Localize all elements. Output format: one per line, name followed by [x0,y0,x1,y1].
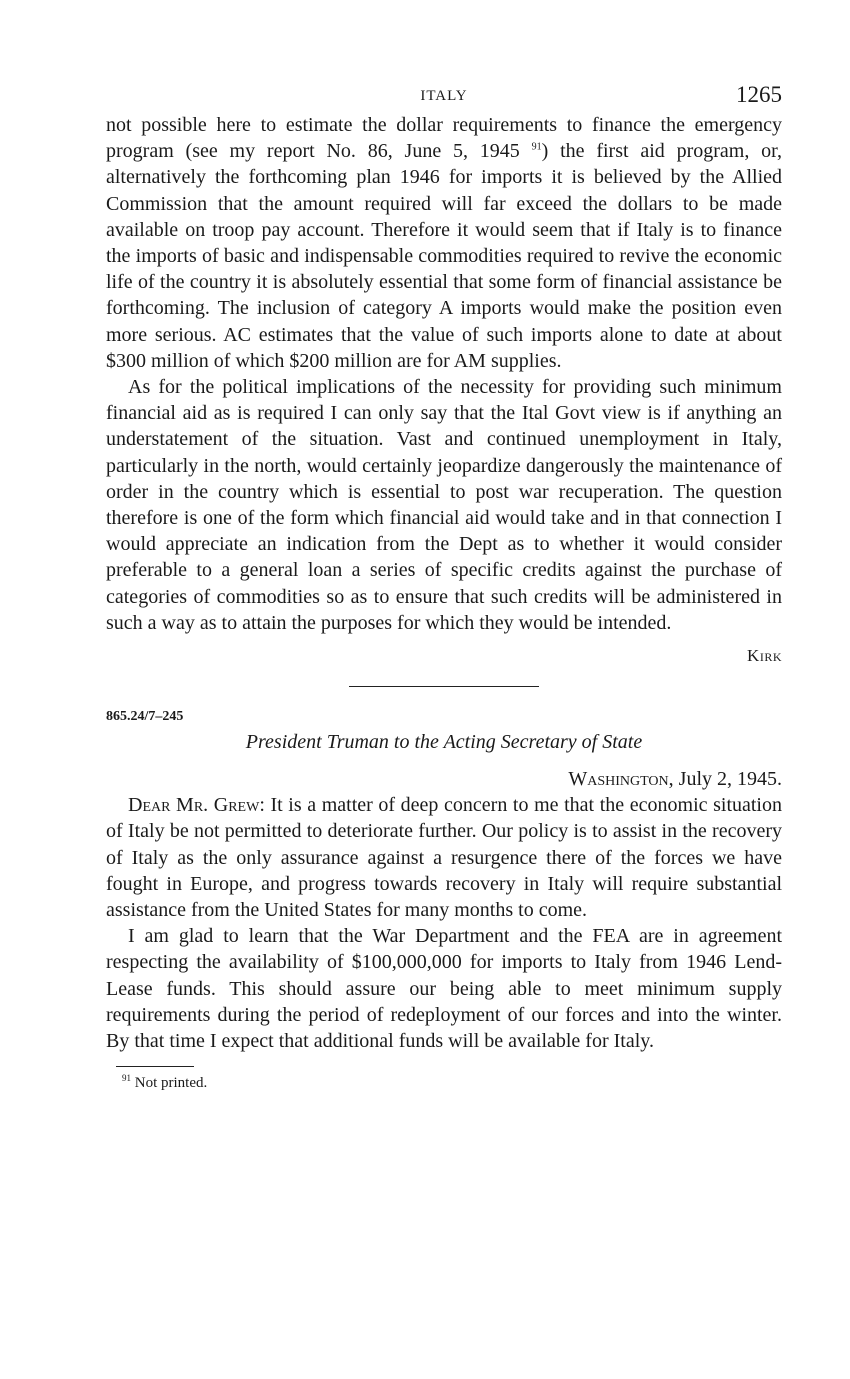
kirk-message [106,112,782,636]
signature-kirk: Kirk [747,646,782,666]
dateline-date: , July 2, 1945. [668,768,782,791]
footnote-divider [116,1066,194,1067]
truman-paragraph-2: I am glad to learn that the War Department and the FEA are in agreement respecting the availability of $100,000,000 for imports to Italy from 1946 Lend-Lease funds. This should assure our being able to meet minimum supply requirements during the period of redeployment of our forces and into the winter. By that time I expect that additional funds will be available for Italy. [106,925,782,1053]
truman-paragraph-1 [106,792,782,923]
running-head: ITALY [420,88,468,104]
kirk-paragraph-1-continuation: ) the first aid program, or, alternatively the forthcoming plan 1946 for imports it is believed by the Allied Commission that the amount required will far exceed the dollars to be made available on troop pay account. Therefore it would seem that if Italy is to finance the imports of basic and indispensable commodities required to revive the economic life of the country it is absolutely essential that some form of financial assistance be forthcoming. The inclusion of category A imports would make the position even more serious. AC estimates that the value of such imports alone to date at about $300 million of which $200 million are for AM supplies. [106,140,783,372]
document-title: President Truman to the Acting Secretary of State [245,731,643,754]
kirk-paragraph-1-text: not possible here to estimate the dollar requirements to finance the emergency program (see my report No. 86, June 5, 1945 [106,114,782,163]
kirk-paragraph-2: As for the political implications of the necessity for providing such minimum financial aid as is required I can only say that the Ital Govt view is if anything an understatement of the situation. Vast and continued unemployment in Italy, particularly in the north, would certainly jeopardize dangerously the maintenance of order in the country which is essential to post war recuperation. The question therefore is one of the form which financial aid would take and in that connection I would appreciate an indication from the Dept as to whether it would consider preferable to a general loan a series of specific credits against the purchase of categories of commodities so as to ensure that such credits will be administered in such a way as to attain the purposes for which they would be intended. [106,376,782,634]
salutation: Dear Mr. Grew [128,794,260,817]
kirk-paragraph-1 [106,112,782,374]
section-divider [349,686,539,687]
truman-letter [106,792,782,1054]
footnote-text: Not printed. [134,1075,208,1092]
footnote-reference: 91 [531,141,542,153]
dateline [106,766,782,792]
footnote-marker: 91 [122,1073,131,1084]
document-page [106,80,782,1092]
truman-paragraph-1-text: : It is a matter of deep concern to me that the economic situation of Italy be not permitted to deteriorate further. Our policy is to assist in the recovery of Italy as the only assurance against a resurgence there of the forces we have fought in Europe, and progress towards recovery in Italy will require substantial assistance from the United States for many months to come. [106,794,782,922]
page-header [106,80,782,112]
footnote [122,1075,782,1092]
page-number: 1265 [736,82,782,107]
dateline-place: Washington [568,768,669,791]
file-number: 865.24/7–245 [106,709,184,725]
